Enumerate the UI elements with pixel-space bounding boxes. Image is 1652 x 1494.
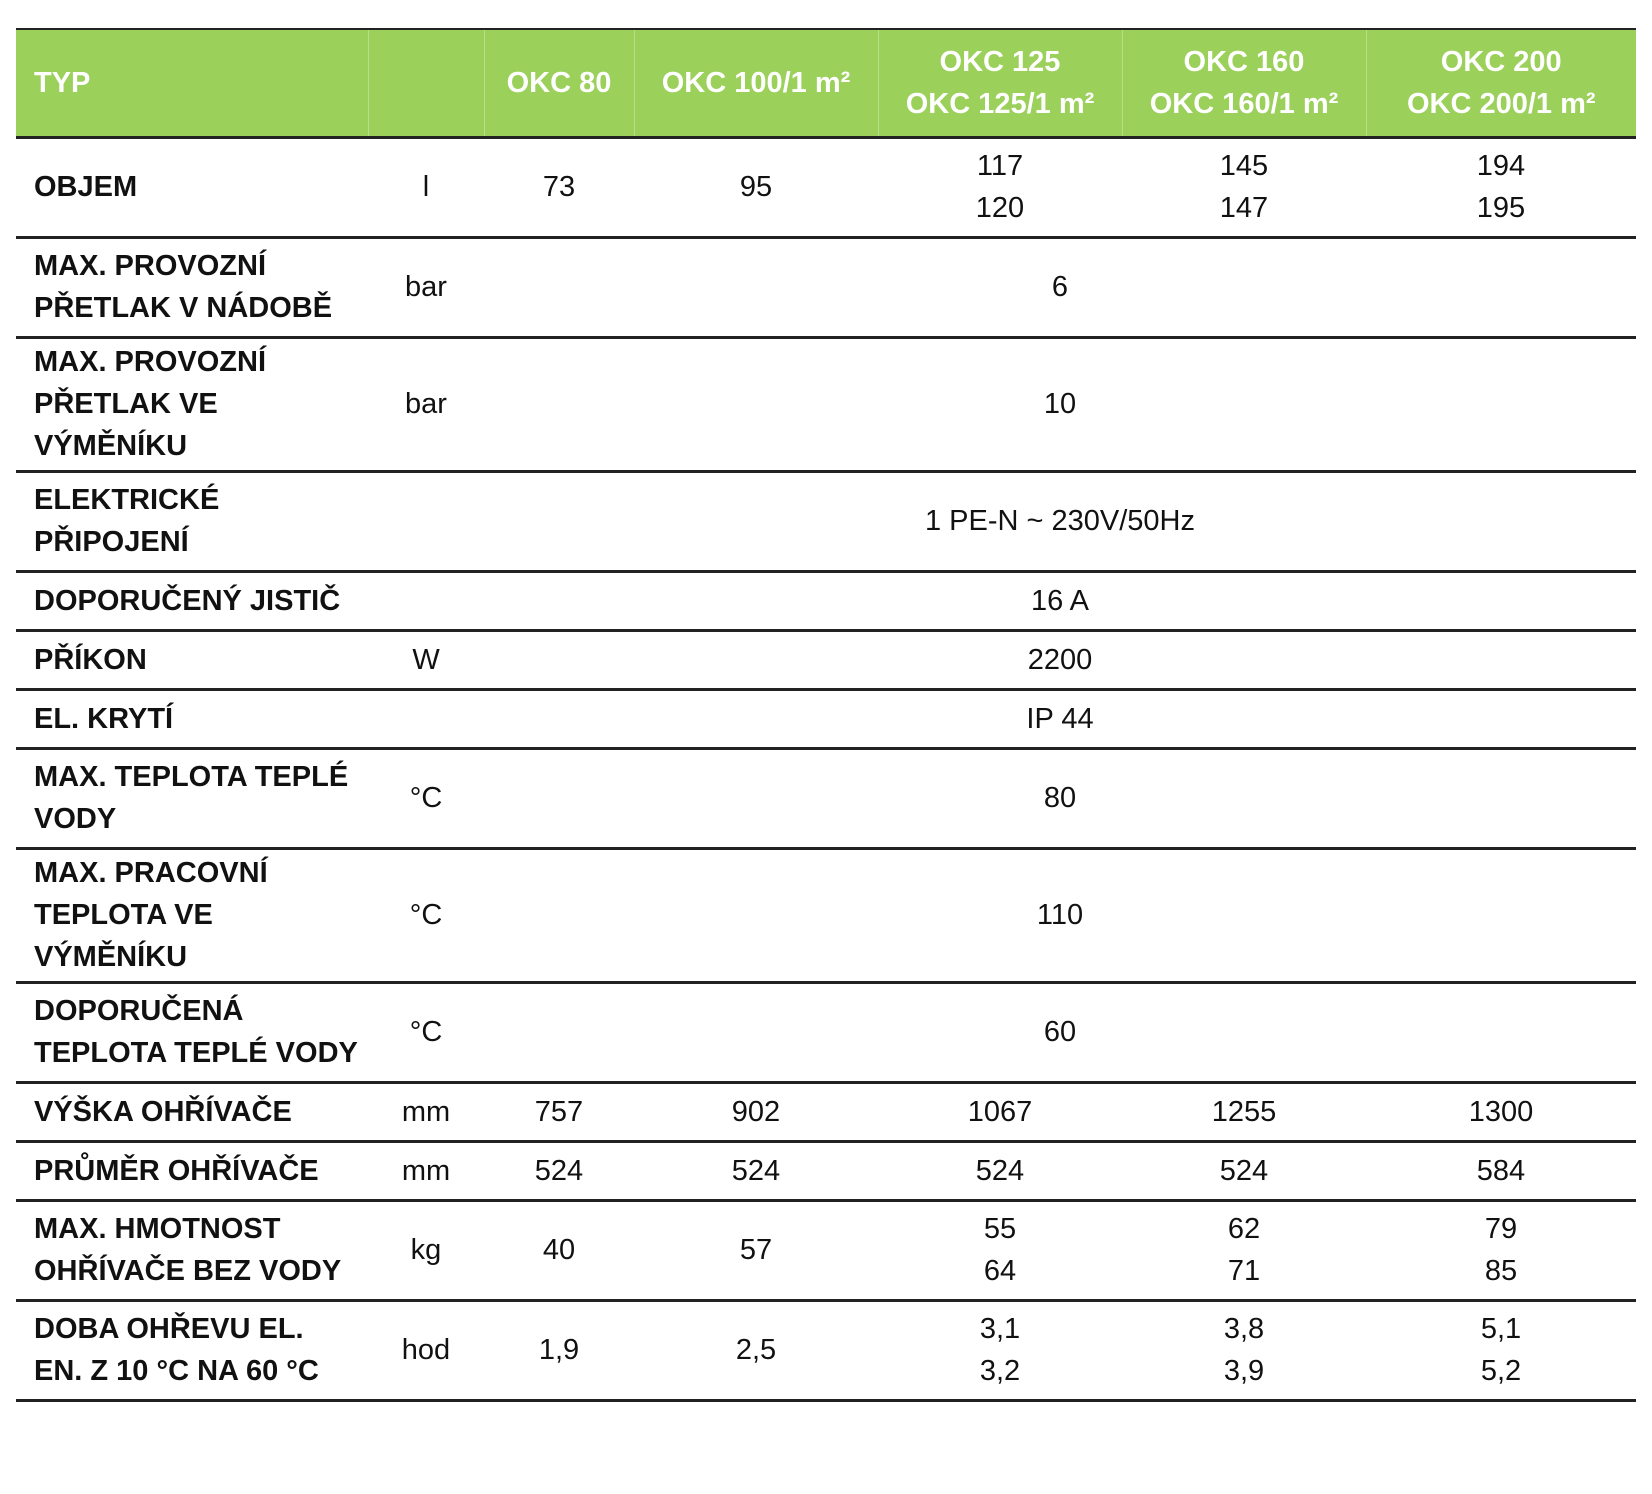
value-line: 62 bbox=[1227, 1213, 1261, 1245]
row-label-line: MAX. PROVOZNÍ bbox=[34, 250, 267, 282]
row-label-line: OHŘÍVAČE BEZ VODY bbox=[34, 1255, 342, 1287]
row-label-line: VÝMĚNÍKU bbox=[34, 941, 188, 973]
value-line: 524 bbox=[534, 1154, 584, 1187]
row-value-model-3 bbox=[878, 1200, 1122, 1300]
table-row bbox=[16, 337, 1636, 471]
row-unit: °C bbox=[368, 848, 484, 982]
row-label-line: VÝŠKA OHŘÍVAČE bbox=[34, 1095, 292, 1128]
row-label bbox=[16, 748, 368, 848]
row-value-model-5 bbox=[1366, 1200, 1636, 1300]
row-unit: mm bbox=[368, 1082, 484, 1141]
row-label bbox=[16, 237, 368, 337]
row-label-line: PŘÍKON bbox=[34, 643, 147, 676]
row-label bbox=[16, 689, 368, 748]
row-label bbox=[16, 1141, 368, 1200]
row-value-model-2 bbox=[634, 137, 878, 237]
value-line: 194 bbox=[1476, 150, 1526, 182]
table-header bbox=[16, 29, 1636, 137]
header-model-2 bbox=[634, 29, 878, 137]
row-label bbox=[16, 630, 368, 689]
row-value-model-2 bbox=[634, 1082, 878, 1141]
row-unit: W bbox=[368, 630, 484, 689]
row-value-model-2 bbox=[634, 1200, 878, 1300]
header-model-line: OKC 125/1 m² bbox=[905, 87, 1095, 120]
value-line: 85 bbox=[1484, 1255, 1518, 1287]
table-row bbox=[16, 471, 1636, 571]
row-value-all-models: 2200 bbox=[484, 630, 1636, 689]
row-label bbox=[16, 337, 368, 471]
row-label-line: PŘIPOJENÍ bbox=[34, 526, 189, 558]
row-value-model-1 bbox=[484, 137, 634, 237]
value-line: 1067 bbox=[967, 1095, 1033, 1128]
value-line: 2,5 bbox=[735, 1334, 777, 1366]
row-value-model-1 bbox=[484, 1141, 634, 1200]
header-model-4 bbox=[1122, 29, 1366, 137]
value-line: 73 bbox=[542, 171, 576, 203]
table-row bbox=[16, 848, 1636, 982]
value-line: 584 bbox=[1476, 1154, 1526, 1187]
table-row bbox=[16, 237, 1636, 337]
table-row bbox=[16, 1200, 1636, 1300]
row-label bbox=[16, 1082, 368, 1141]
value-line: 57 bbox=[739, 1234, 773, 1266]
header-row bbox=[16, 29, 1636, 137]
row-unit bbox=[368, 689, 484, 748]
row-label-line: MAX. TEPLOTA TEPLÉ bbox=[34, 761, 349, 793]
row-value-all-models: 80 bbox=[484, 748, 1636, 848]
row-label-line: VODY bbox=[34, 803, 117, 835]
value-line: 524 bbox=[975, 1154, 1025, 1187]
value-line: 524 bbox=[731, 1154, 781, 1187]
row-unit: hod bbox=[368, 1300, 484, 1400]
row-value-model-5 bbox=[1366, 1082, 1636, 1141]
row-unit bbox=[368, 571, 484, 630]
row-value-all-models: 110 bbox=[484, 848, 1636, 982]
header-model-line: OKC 200/1 m² bbox=[1406, 87, 1596, 120]
table-row bbox=[16, 982, 1636, 1082]
value-line: 120 bbox=[975, 192, 1025, 224]
row-value-model-3 bbox=[878, 1141, 1122, 1200]
row-value-model-4 bbox=[1122, 1300, 1366, 1400]
row-label bbox=[16, 137, 368, 237]
row-value-model-1 bbox=[484, 1300, 634, 1400]
value-line: 40 bbox=[542, 1234, 576, 1266]
row-label-line: DOPORUČENÝ JISTIČ bbox=[34, 584, 341, 617]
row-value-all-models: 60 bbox=[484, 982, 1636, 1082]
row-unit: mm bbox=[368, 1141, 484, 1200]
value-line: 1,9 bbox=[538, 1334, 580, 1366]
row-label-line: MAX. PROVOZNÍ bbox=[34, 346, 267, 378]
value-line: 71 bbox=[1227, 1255, 1261, 1287]
row-value-model-5 bbox=[1366, 1300, 1636, 1400]
row-label bbox=[16, 571, 368, 630]
header-unit bbox=[368, 29, 484, 137]
value-line: 147 bbox=[1219, 192, 1269, 224]
row-unit: °C bbox=[368, 982, 484, 1082]
table-row bbox=[16, 137, 1636, 237]
table-row bbox=[16, 630, 1636, 689]
row-value-all-models: 10 bbox=[484, 337, 1636, 471]
header-model-line: OKC 80 bbox=[506, 66, 612, 99]
row-label bbox=[16, 848, 368, 982]
value-line: 524 bbox=[1219, 1154, 1269, 1187]
row-unit: bar bbox=[368, 237, 484, 337]
header-model-1 bbox=[484, 29, 634, 137]
row-label-line: EL. KRYTÍ bbox=[34, 702, 174, 735]
row-value-model-4 bbox=[1122, 1200, 1366, 1300]
value-line: 64 bbox=[983, 1255, 1017, 1287]
value-line: 3,8 bbox=[1223, 1313, 1265, 1345]
table-row bbox=[16, 689, 1636, 748]
value-line: 902 bbox=[731, 1095, 781, 1128]
row-label-line: EN. Z 10 °C NA 60 °C bbox=[34, 1355, 319, 1387]
row-value-model-3 bbox=[878, 137, 1122, 237]
value-line: 5,1 bbox=[1480, 1313, 1522, 1345]
table-row bbox=[16, 571, 1636, 630]
value-line: 95 bbox=[739, 171, 773, 203]
row-unit: kg bbox=[368, 1200, 484, 1300]
row-label-line: MAX. HMOTNOST bbox=[34, 1213, 281, 1245]
row-value-model-3 bbox=[878, 1300, 1122, 1400]
value-line: 3,1 bbox=[979, 1313, 1021, 1345]
header-typ: TYP bbox=[16, 29, 368, 137]
value-line: 195 bbox=[1476, 192, 1526, 224]
row-value-all-models: 16 A bbox=[484, 571, 1636, 630]
row-label-line: VÝMĚNÍKU bbox=[34, 430, 188, 462]
row-label-line: MAX. PRACOVNÍ bbox=[34, 857, 268, 889]
table-row bbox=[16, 1300, 1636, 1400]
row-label-line: DOBA OHŘEVU EL. bbox=[34, 1313, 304, 1345]
row-unit: l bbox=[368, 137, 484, 237]
row-value-all-models: 1 PE-N ~ 230V/50Hz bbox=[484, 471, 1636, 571]
row-value-model-3 bbox=[878, 1082, 1122, 1141]
header-model-line: OKC 100/1 m² bbox=[661, 66, 851, 99]
table-row bbox=[16, 748, 1636, 848]
header-model-line: OKC 200 bbox=[1440, 45, 1562, 78]
row-value-model-5 bbox=[1366, 1141, 1636, 1200]
row-label-line: PŘETLAK V NÁDOBĚ bbox=[34, 292, 333, 324]
row-label-line: DOPORUČENÁ bbox=[34, 995, 244, 1027]
value-line: 145 bbox=[1219, 150, 1269, 182]
row-value-model-4 bbox=[1122, 1141, 1366, 1200]
row-label bbox=[16, 982, 368, 1082]
row-value-model-2 bbox=[634, 1141, 878, 1200]
row-label-line: TEPLOTA TEPLÉ VODY bbox=[34, 1037, 358, 1069]
header-model-line: OKC 160 bbox=[1183, 45, 1305, 78]
row-label-line: PŘETLAK VE bbox=[34, 388, 218, 420]
header-model-line: OKC 160/1 m² bbox=[1149, 87, 1339, 120]
value-line: 1255 bbox=[1211, 1095, 1277, 1128]
row-label bbox=[16, 1300, 368, 1400]
row-label bbox=[16, 1200, 368, 1300]
value-line: 79 bbox=[1484, 1213, 1518, 1245]
row-label-line: PRŮMĚR OHŘÍVAČE bbox=[34, 1154, 319, 1187]
row-value-model-1 bbox=[484, 1200, 634, 1300]
row-label-line: TEPLOTA VE bbox=[34, 899, 213, 931]
row-value-model-1 bbox=[484, 1082, 634, 1141]
value-line: 5,2 bbox=[1480, 1355, 1522, 1387]
row-value-model-4 bbox=[1122, 137, 1366, 237]
value-line: 55 bbox=[983, 1213, 1017, 1245]
header-model-3 bbox=[878, 29, 1122, 137]
row-value-all-models: 6 bbox=[484, 237, 1636, 337]
value-line: 757 bbox=[534, 1095, 584, 1128]
header-model-line: OKC 125 bbox=[939, 45, 1061, 78]
row-value-all-models: IP 44 bbox=[484, 689, 1636, 748]
row-label-line: OBJEM bbox=[34, 171, 138, 203]
table-row bbox=[16, 1141, 1636, 1200]
row-unit bbox=[368, 471, 484, 571]
table-row bbox=[16, 1082, 1636, 1141]
row-value-model-2 bbox=[634, 1300, 878, 1400]
row-value-model-4 bbox=[1122, 1082, 1366, 1141]
row-unit: bar bbox=[368, 337, 484, 471]
row-unit: °C bbox=[368, 748, 484, 848]
value-line: 3,2 bbox=[979, 1355, 1021, 1387]
table-body bbox=[16, 137, 1636, 1400]
row-value-model-5 bbox=[1366, 137, 1636, 237]
specification-table bbox=[16, 28, 1636, 1402]
row-label-line: ELEKTRICKÉ bbox=[34, 484, 220, 516]
value-line: 1300 bbox=[1468, 1095, 1534, 1128]
value-line: 3,9 bbox=[1223, 1355, 1265, 1387]
row-label bbox=[16, 471, 368, 571]
header-model-5 bbox=[1366, 29, 1636, 137]
value-line: 117 bbox=[976, 150, 1024, 182]
